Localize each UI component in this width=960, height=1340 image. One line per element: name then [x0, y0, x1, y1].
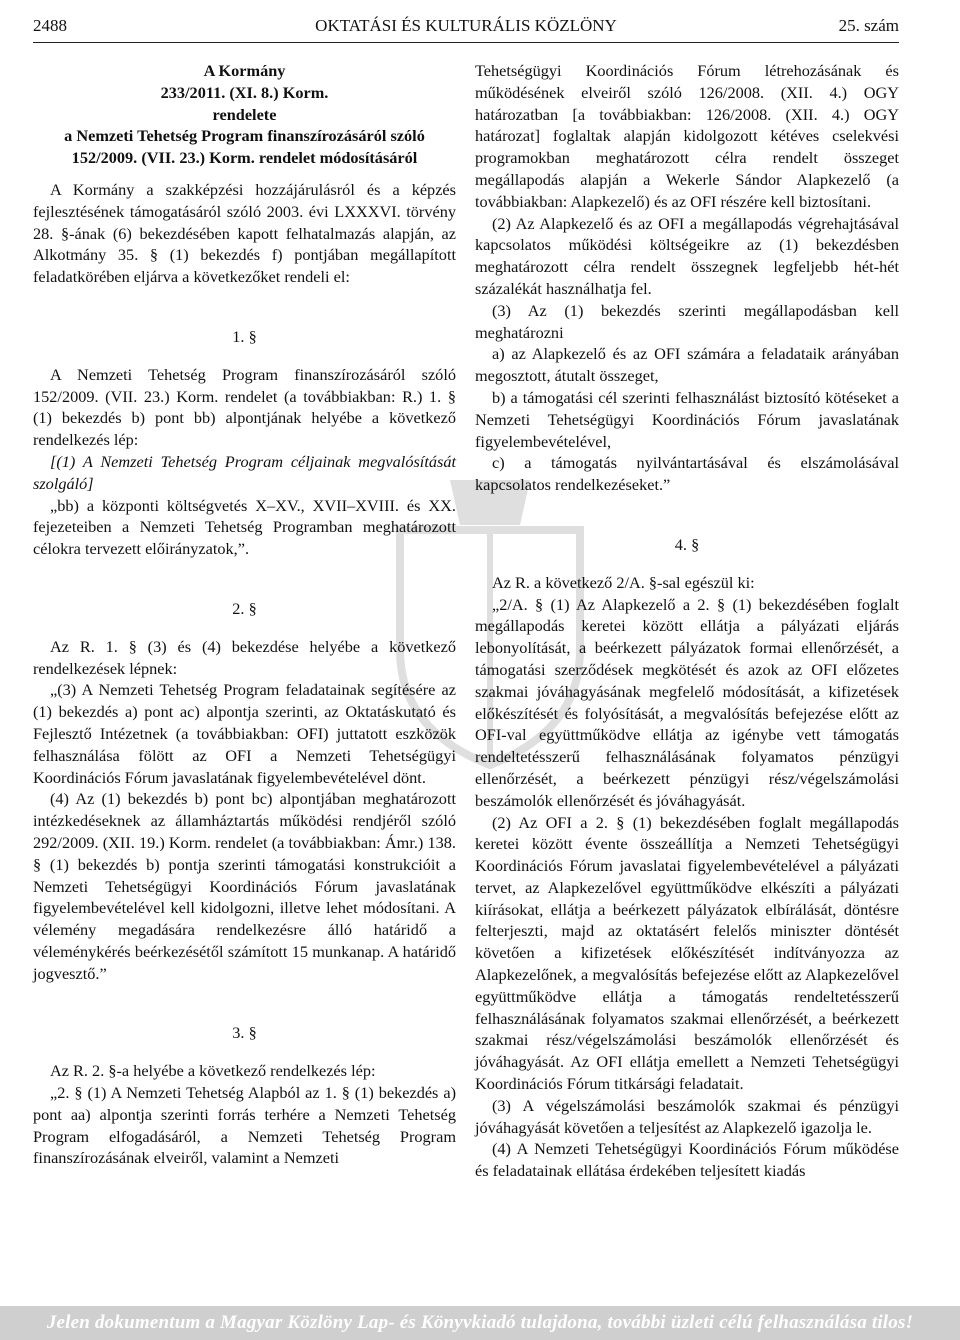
heading-line: a Nemzeti Tehetség Program finanszírozásáról szóló — [64, 126, 425, 146]
paragraph: „bb) a központi költségvetés X–XV., XVII–XVIII. és XX. fejezeteiben a Nemzeti Tehetség Programban meghatározott célokra tervezett előirányzatok,”. — [33, 495, 456, 559]
paragraph: „2/A. § (1) Az Alapkezelő a 2. § (1) bekezdésében foglalt megállapodás keretei között ellátja a pályázati eljárás lebonyolítását, a beérkezett pályázatok formai ellenőrzését, a támogatási szerződések megkötését és azok az OFI előzetes szakmai jóváhagyásának megfelelő módosítását, a kifizetések előkészítését és folyósítását, a megvalósítás befejezése előtt az OFI-val együttműködve ellátja az igénybe vett támogatás rendeltetésszerű felhasználásának folyamatos pénzügyi ellenőrzését, a beérkezett pénzügyi rész/végelszámolási beszámolók ellenőrzését és jóváhagyását. — [475, 594, 899, 810]
section-title: 1. § — [232, 326, 257, 346]
section-title: 2. § — [232, 598, 257, 618]
page-header — [33, 16, 899, 43]
left-column — [33, 60, 456, 1169]
right-column — [475, 60, 899, 1182]
page-number: 2488 — [33, 16, 67, 35]
paragraph: (4) Az (1) bekezdés b) pont bc) alpontjában meghatározott intézkedéseknek az államháztartás működési rendjéről szóló 292/2009. (XII. 19.) Korm. rendelet (a továbbiakban: Ámr.) 138. § (1) bekezdés b) pontja szerinti támogatási konstrukcióit a Nemzeti Tehetségügyi Koordinációs Fórum javaslatának figyelembevételével kell kidolgozni, illetve lehet módosítani. A vélemény megadására rendelkezésre álló határidő a véleménykérés beérkezésétől számított 15 munkanap. A határidő jogvesztő.” — [33, 789, 456, 983]
paragraph: (2) Az OFI a 2. § (1) bekezdésében foglalt megállapodás keretei között évente összeállítja a Nemzeti Tehetségügyi Koordinációs Fórum javaslatai figyelembevételével a pályázati tervet, az Alapkezelővel együttműködve elkészíti a pályázati kiírásokat, ellátja a beérkezett pályázatok elbírálását, döntésre felterjeszti, majd az oktatásért felelős miniszter döntését követően a kifizetések előkészítését indítványozza az Alapkezelőnek, a megvalósítás befejezése előtt az Alapkezelővel együttműködve ellátja a támogatás rendeltetésszerű felhasználásának folyamatos szakmai ellenőrzését, a beérkezett szakmai rész/végelszámolási beszámolók ellenőrzését és jóváhagyását. Az OFI ellátja emellett a Nemzeti Tehetségügyi Koordinációs Fórum titkársági feladatait. — [475, 812, 899, 1094]
heading-line: 233/2011. (XI. 8.) Korm. — [160, 82, 329, 102]
issue-number: 25. szám — [838, 16, 899, 35]
paragraph: (2) Az Alapkezelő és az OFI a megállapodás végrehajtásával kapcsolatos működési költségeikre az (1) bekezdésben meghatározott célra rendelt összegnek legfeljebb hét-hét százalékát használhatja fel. — [475, 213, 899, 298]
paragraph: „(3) A Nemzeti Tehetség Program feladatainak segítésére az (1) bekezdés a) pont ac) alpontja szerinti, az Oktatáskutató és Fejlesztő Intézetnek (a továbbiakban: OFI) juttatott eszközök felhasználása fölött az OFI a Nemzeti Tehetségügyi Koordinációs Fórum javaslatának figyelembevételével dönt. — [33, 680, 456, 787]
paragraph: „2. § (1) A Nemzeti Tehetség Alapból az 1. § (1) bekezdés a) pont aa) alpontja szerinti forrás terhére a Nemzeti Tehetség Program elfogadásáról, a Nemzeti Tehetség Program finanszírozásának elveiről, valamint a Nemzeti — [33, 1083, 456, 1168]
paragraph: (4) A Nemzeti Tehetségügyi Koordinációs Fórum működése és feladatainak ellátása érdekében teljesített kiadás — [475, 1139, 899, 1181]
heading-line: 152/2009. (VII. 23.) Korm. rendelet módosításáról — [71, 148, 418, 168]
paragraph: [(1) A Nemzeti Tehetség Program céljainak megvalósítását szolgáló] — [33, 451, 456, 493]
paragraph: Tehetségügyi Koordinációs Fórum létrehozásának és működésének elveiről szóló 126/2008. (XII. 4.) OGY határozatban [a továbbiakban: 126/2008. (XII. 4.) OGY határozat] foglaltak alapján kidolgozott kétéves cselekvési programokban meghatározott célra rendelt összeget megállapodás alapján a Wekerle Sándor Alapkezelő (a továbbiakban: Alapkezelő) és az OFI részére kell biztosítani. — [475, 61, 899, 211]
journal-title: OKTATÁSI ÉS KULTURÁLIS KÖZLÖNY — [315, 16, 617, 35]
section-title: 4. § — [674, 534, 700, 554]
paragraph: c) a támogatás nyilvántartásával és elszámolásával kapcsolatos rendelkezéseket.” — [475, 453, 899, 495]
paragraph: (3) A végelszámolási beszámolók szakmai és pénzügyi jóváhagyását követően a teljesítést az Alapkezelő igazolja le. — [475, 1095, 899, 1137]
heading-line: A Kormány — [203, 61, 286, 80]
copyright-footer: Jelen dokumentum a Magyar Közlöny Lap- és Könyvkiadó tulajdona, további üzleti célú felhasználása tilos! — [0, 1306, 960, 1340]
paragraph: A Nemzeti Tehetség Program finanszírozásáról szóló 152/2009. (VII. 23.) Korm. rendelet (a továbbiakban: R.) 1. § (1) bekezdés b) pont bb) alpontjának helyébe a következő rendelkezés lép: — [33, 364, 456, 450]
section-title: 3. § — [232, 1023, 257, 1043]
paragraph: Az R. 2. §-a helyébe a következő rendelkezés lép: — [50, 1061, 376, 1081]
paragraph: (3) Az (1) bekezdés szerinti megállapodásban kell meghatározni — [475, 300, 899, 342]
preamble: A Kormány a szakképzési hozzájárulásról és a képzés fejlesztésének támogatásáról szóló 2003. évi LXXXVI. törvény 28. §-ának (6) bekezdésében kapott felhatalmazás alapján, az Alkotmány 35. § (1) bekezdés f) pontjában megállapított feladatkörében eljárva a következőket rendeli el: — [33, 179, 456, 287]
paragraph: a) az Alapkezelő és az OFI számára a feladataik arányában megosztott, átutalt összeget, — [475, 344, 899, 386]
paragraph: Az R. a következő 2/A. §-sal egészül ki: — [492, 572, 755, 592]
paragraph: Az R. 1. § (3) és (4) bekezdése helyébe a következő rendelkezések lépnek: — [33, 636, 456, 678]
heading-line: rendelete — [212, 104, 277, 124]
paragraph: b) a támogatási cél szerinti felhasználást biztosító kötéseket a Nemzeti Tehetségügyi Koordinációs Fórum javaslatának figyelembevételével, — [475, 387, 899, 451]
